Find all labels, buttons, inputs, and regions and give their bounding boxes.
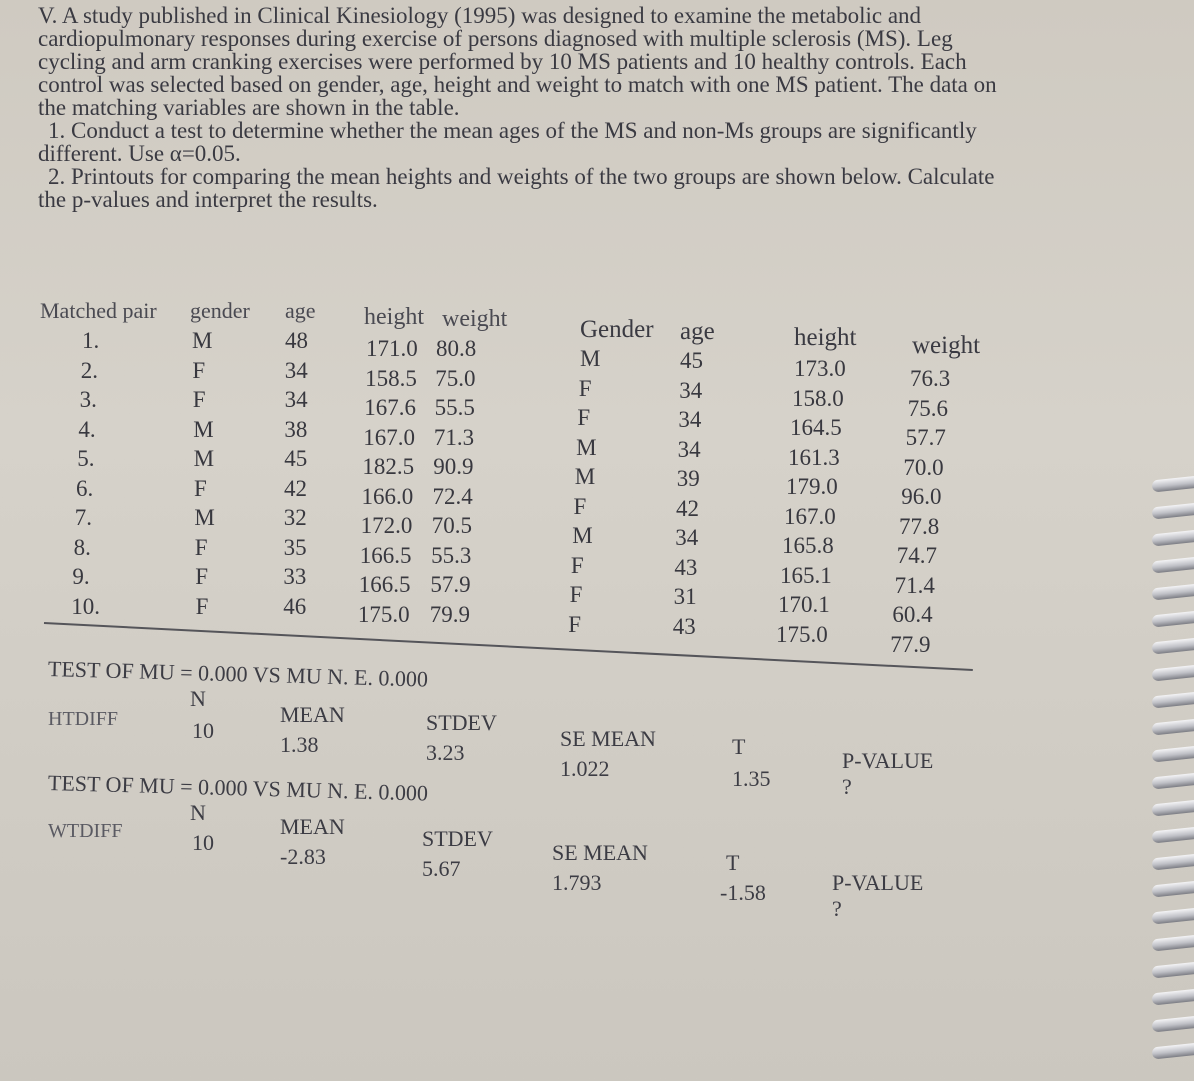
cell-pair: 10. (71, 593, 100, 619)
cell-weight-control: 75.6 (907, 395, 949, 421)
cell-weight: 55.5 (434, 395, 475, 420)
intro-line: control was selected based on gender, age, height and weight to match with one MS patient. The data on (38, 72, 997, 97)
cell-pair: 5. (77, 446, 95, 471)
spiral-coil (1152, 773, 1194, 790)
header-mean: MEAN (280, 702, 345, 727)
cell-pair: 9. (72, 564, 90, 589)
value-stdev: 5.67 (422, 856, 461, 881)
cell-age-control: 43 (672, 613, 696, 639)
cell-gender: F (192, 357, 206, 383)
cell-gender: F (194, 475, 207, 501)
value-n: 10 (192, 718, 214, 743)
cell-height: 175.0 (357, 601, 410, 627)
cell-pair: 2. (80, 357, 99, 383)
cell-gender-control: F (570, 552, 584, 578)
cell-gender: M (192, 328, 213, 353)
header-age: age (285, 298, 316, 323)
question-1-line: different. Use α=0.05. (38, 141, 241, 166)
cell-age-control: 45 (680, 348, 703, 373)
spiral-coil (1152, 719, 1194, 736)
cell-height-control: 175.0 (776, 621, 828, 647)
cell-height-control: 167.0 (784, 503, 836, 529)
notebook-spiral-binding (1154, 470, 1194, 1081)
cell-height: 166.5 (359, 542, 412, 568)
spiral-coil (1152, 557, 1194, 574)
cell-height-control: 173.0 (794, 356, 846, 381)
header-gender-control: Gender (580, 316, 654, 343)
spiral-coil (1152, 827, 1194, 844)
test-line: TEST OF MU = 0.000 VS MU N. E. 0.000 (47, 770, 429, 806)
cell-height: 158.5 (365, 365, 417, 391)
cell-age-control: 42 (676, 495, 699, 521)
spiral-coil (1152, 989, 1194, 1006)
cell-age-control: 43 (674, 554, 698, 580)
problem-text (38, 4, 1178, 211)
header-weight-control: weight (912, 332, 981, 359)
header-weight: weight (442, 306, 508, 332)
question-1-line: 1. Conduct a test to determine whether the mean ages of the MS and non-Ms groups are significantly (48, 118, 977, 143)
header-p-value: P-VALUE (832, 870, 924, 895)
cell-height-control: 161.3 (788, 444, 840, 470)
cell-gender-control: M (574, 464, 596, 489)
cell-pair: 4. (78, 416, 96, 442)
cell-weight-control: 77.8 (899, 513, 940, 539)
spiral-coil (1152, 854, 1194, 871)
spiral-coil (1152, 584, 1194, 601)
spiral-coil (1152, 476, 1194, 493)
cell-weight-control: 96.0 (901, 484, 942, 509)
cell-height: 166.5 (358, 572, 411, 597)
cell-gender: M (194, 505, 215, 530)
value-p: ? (832, 896, 842, 921)
cell-weight-control: 76.3 (910, 366, 951, 391)
cell-height-control: 170.1 (778, 592, 830, 617)
spiral-coil (1152, 692, 1194, 709)
value-t: -1.58 (720, 880, 766, 905)
cell-pair: 6. (76, 475, 94, 501)
value-mean: -2.83 (280, 844, 326, 869)
cell-height-control: 165.1 (780, 562, 832, 588)
header-height-control: height (794, 324, 857, 351)
cell-age-control: 39 (676, 466, 700, 491)
cell-height: 167.6 (364, 395, 416, 420)
cell-weight: 70.5 (431, 513, 473, 538)
cell-gender-control: F (578, 375, 592, 401)
cell-height: 172.0 (360, 513, 413, 538)
spiral-coil (1152, 638, 1194, 655)
spiral-coil (1152, 611, 1194, 628)
spiral-coil (1152, 746, 1194, 763)
cell-weight: 57.9 (430, 572, 471, 597)
intro-line: V. A study published in Clinical Kinesiology (1995) was designed to examine the metabolic and (38, 3, 922, 28)
variable-name: WTDIFF (48, 820, 123, 842)
header-p-value: P-VALUE (842, 748, 934, 773)
cell-height-control: 165.8 (782, 533, 834, 558)
cell-height: 171.0 (366, 336, 418, 361)
header-age-control: age (680, 318, 715, 345)
cell-pair: 7. (74, 505, 93, 530)
question-2-line: the p-values and interpret the results. (38, 187, 378, 212)
value-mean: 1.38 (280, 732, 319, 757)
spiral-coil (1152, 503, 1194, 520)
header-gender: gender (190, 298, 250, 323)
cell-age: 35 (283, 534, 307, 560)
spiral-coil (1152, 962, 1194, 979)
spiral-coil (1152, 800, 1194, 817)
value-t: 1.35 (732, 766, 771, 791)
cell-weight: 55.3 (431, 542, 472, 568)
cell-weight-control: 70.0 (903, 454, 944, 480)
cell-age: 48 (285, 328, 308, 353)
cell-age-control: 34 (675, 525, 699, 550)
cell-pair: 1. (82, 328, 100, 353)
cell-height: 167.0 (363, 424, 416, 450)
cell-gender: M (193, 446, 215, 471)
cell-age: 34 (284, 357, 308, 383)
cell-gender: F (192, 387, 206, 412)
spiral-coil (1152, 881, 1194, 898)
cell-age-control: 34 (677, 436, 701, 462)
cell-age-control: 31 (673, 584, 697, 609)
variable-name: HTDIFF (48, 708, 119, 730)
cell-weight: 71.3 (433, 424, 475, 450)
cell-weight: 75.0 (435, 365, 476, 391)
intro-line: the matching variables are shown in the table. (38, 95, 460, 120)
cell-gender-control: M (576, 434, 597, 460)
header-n: N (190, 800, 206, 825)
cell-gender-control: M (580, 346, 601, 371)
spiral-coil (1152, 935, 1194, 952)
intro-line: cycling and arm cranking exercises were performed by 10 MS patients and 10 healthy controls. Each (38, 49, 967, 74)
cell-gender-control: F (573, 493, 587, 519)
cell-weight: 72.4 (432, 483, 473, 509)
intro-line: cardiopulmonary responses during exercise of persons diagnosed with multiple sclerosis (MS). Leg (38, 26, 953, 51)
spiral-coil (1152, 665, 1194, 682)
cell-age-control: 34 (679, 377, 703, 403)
cell-gender: F (195, 593, 209, 619)
cell-gender: F (194, 534, 208, 560)
header-stdev: STDEV (426, 710, 497, 735)
cell-height: 182.5 (362, 454, 415, 479)
cell-height-control: 179.0 (786, 474, 838, 499)
spiral-coil (1152, 908, 1194, 925)
header-matched-pair: Matched pair (40, 298, 157, 323)
spiral-coil (1152, 530, 1194, 547)
cell-weight: 90.9 (433, 454, 474, 479)
header-height: height (364, 304, 424, 330)
cell-gender-control: F (568, 611, 582, 637)
cell-gender-control: M (572, 523, 593, 548)
cell-age: 38 (284, 416, 308, 442)
cell-weight-control: 74.7 (896, 543, 938, 568)
cell-age: 42 (284, 475, 307, 501)
cell-pair: 3. (79, 387, 97, 412)
cell-weight: 79.9 (429, 601, 470, 627)
spiral-coil (1152, 1043, 1194, 1060)
header-se-mean: SE MEAN (560, 726, 656, 751)
value-n: 10 (192, 830, 214, 855)
value-se-mean: 1.022 (560, 756, 610, 781)
cell-age: 45 (284, 446, 308, 471)
cell-gender-control: F (577, 405, 591, 430)
cell-age: 46 (283, 593, 307, 619)
cell-weight-control: 60.4 (892, 602, 933, 627)
cell-height: 166.0 (361, 483, 414, 509)
cell-age-control: 34 (678, 407, 702, 432)
cell-weight-control: 57.7 (905, 425, 946, 450)
header-stdev: STDEV (422, 826, 493, 851)
cell-age: 33 (283, 564, 307, 589)
cell-gender-control: F (569, 582, 583, 607)
cell-height-control: 158.0 (792, 385, 844, 411)
value-se-mean: 1.793 (552, 870, 602, 895)
header-n: N (190, 686, 206, 711)
header-t: T (726, 850, 740, 875)
question-2-line: 2. Printouts for comparing the mean heights and weights of the two groups are shown below. Calculate (48, 164, 995, 189)
test-line: TEST OF MU = 0.000 VS MU N. E. 0.000 (47, 656, 429, 692)
cell-gender: M (193, 416, 214, 442)
spiral-coil (1152, 1016, 1194, 1033)
header-se-mean: SE MEAN (552, 840, 648, 865)
cell-weight: 80.8 (436, 336, 477, 361)
cell-age: 34 (284, 387, 308, 412)
cell-height-control: 164.5 (790, 415, 842, 440)
cell-weight-control: 77.9 (890, 631, 931, 657)
cell-gender: F (195, 564, 208, 589)
value-p: ? (842, 774, 852, 799)
cell-pair: 8. (73, 534, 91, 560)
cell-age: 32 (283, 505, 307, 530)
header-t: T (732, 734, 746, 759)
cell-weight-control: 71.4 (894, 572, 935, 598)
header-mean: MEAN (280, 814, 345, 839)
value-stdev: 3.23 (426, 740, 465, 765)
